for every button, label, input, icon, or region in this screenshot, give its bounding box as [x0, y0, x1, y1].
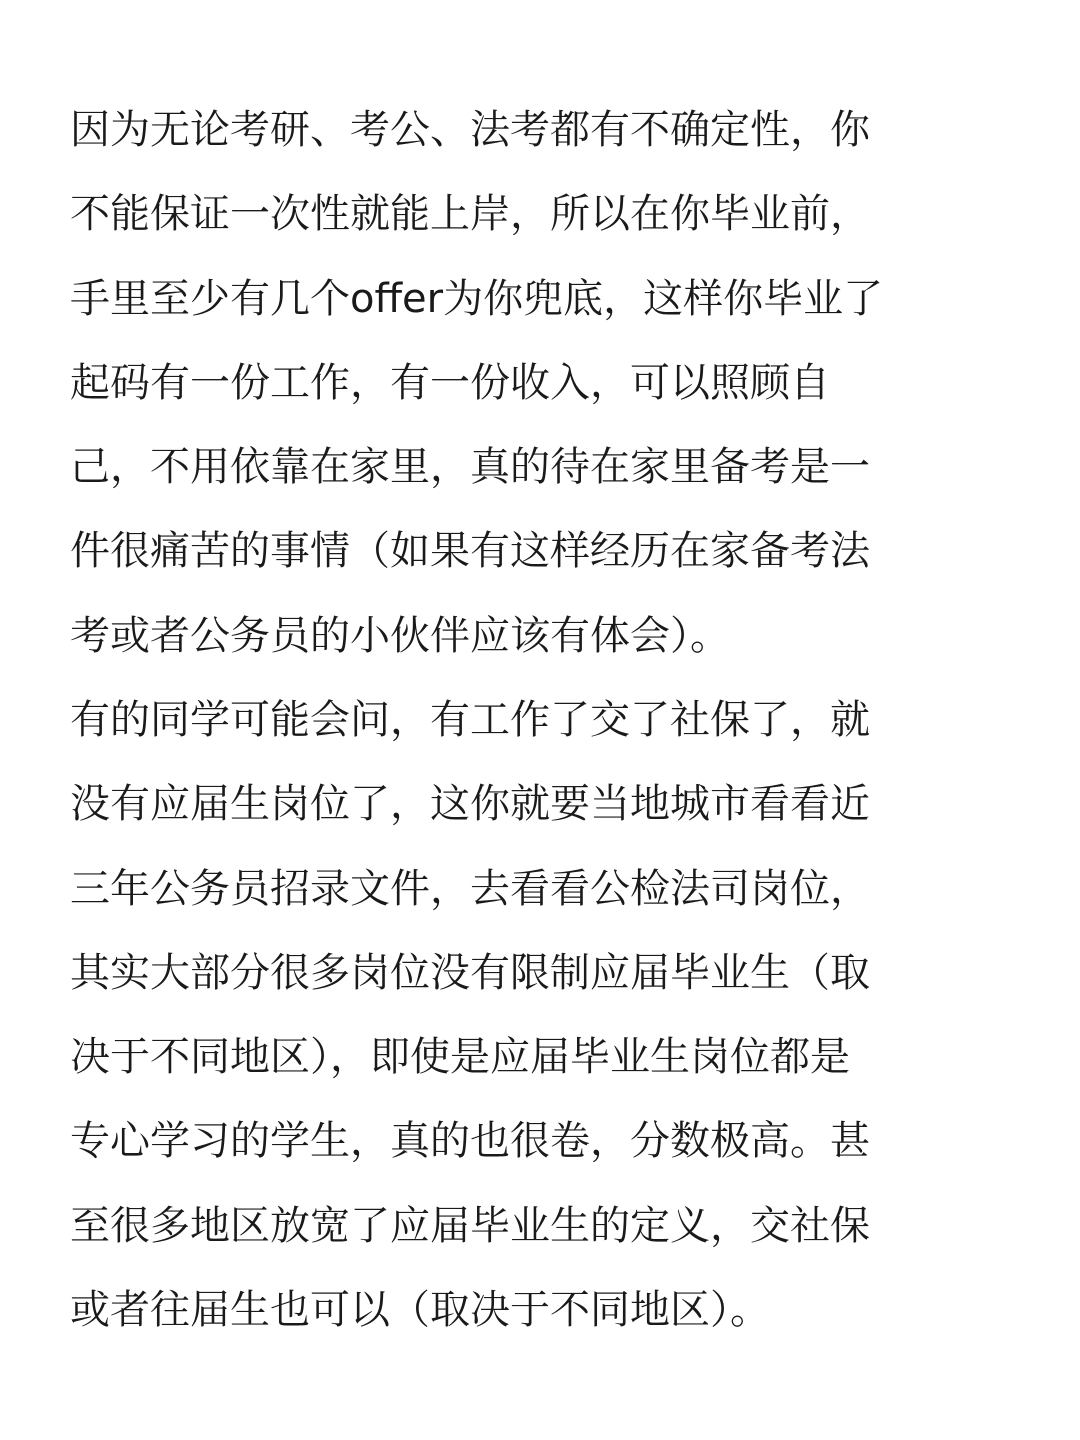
text-line: 己，不用依靠在家里，真的待在家里备考是一: [70, 444, 870, 491]
text-line: 不能保证一次性就能上岸，所以在你毕业前，: [70, 191, 870, 238]
text-line: 没有应届生岗位了，这你就要当地城市看看近: [70, 781, 870, 828]
text-line: 专心学习的学生，真的也很卷，分数极高。甚: [70, 1118, 870, 1165]
text-line: 件很痛苦的事情（如果有这样经历在家备考法: [70, 528, 870, 575]
text-line: 或者往届生也可以（取决于不同地区）。: [70, 1287, 770, 1334]
text-line: 因为无论考研、考公、法考都有不确定性，你: [70, 107, 870, 153]
paragraph-1: [70, 88, 1010, 678]
text-line: 三年公务员招录文件，去看看公检法司岗位，: [70, 865, 870, 912]
text-line: 起码有一份工作，有一份收入，可以照顾自: [70, 359, 830, 406]
paragraph-2: [70, 678, 1010, 1352]
text-line: 决于不同地区），即使是应届毕业生岗位都是: [70, 1034, 850, 1081]
text-line: 手里至少有几个offer为你兜底，这样你毕业了: [70, 275, 884, 322]
text-line: 有的同学可能会问，有工作了交了社保了，就: [70, 697, 870, 743]
text-line: 至很多地区放宽了应届毕业生的定义，交社保: [70, 1202, 870, 1249]
text-line: 其实大部分很多岗位没有限制应届毕业生（取: [70, 949, 870, 996]
text-line: 考或者公务员的小伙伴应该有体会）。: [70, 612, 730, 659]
